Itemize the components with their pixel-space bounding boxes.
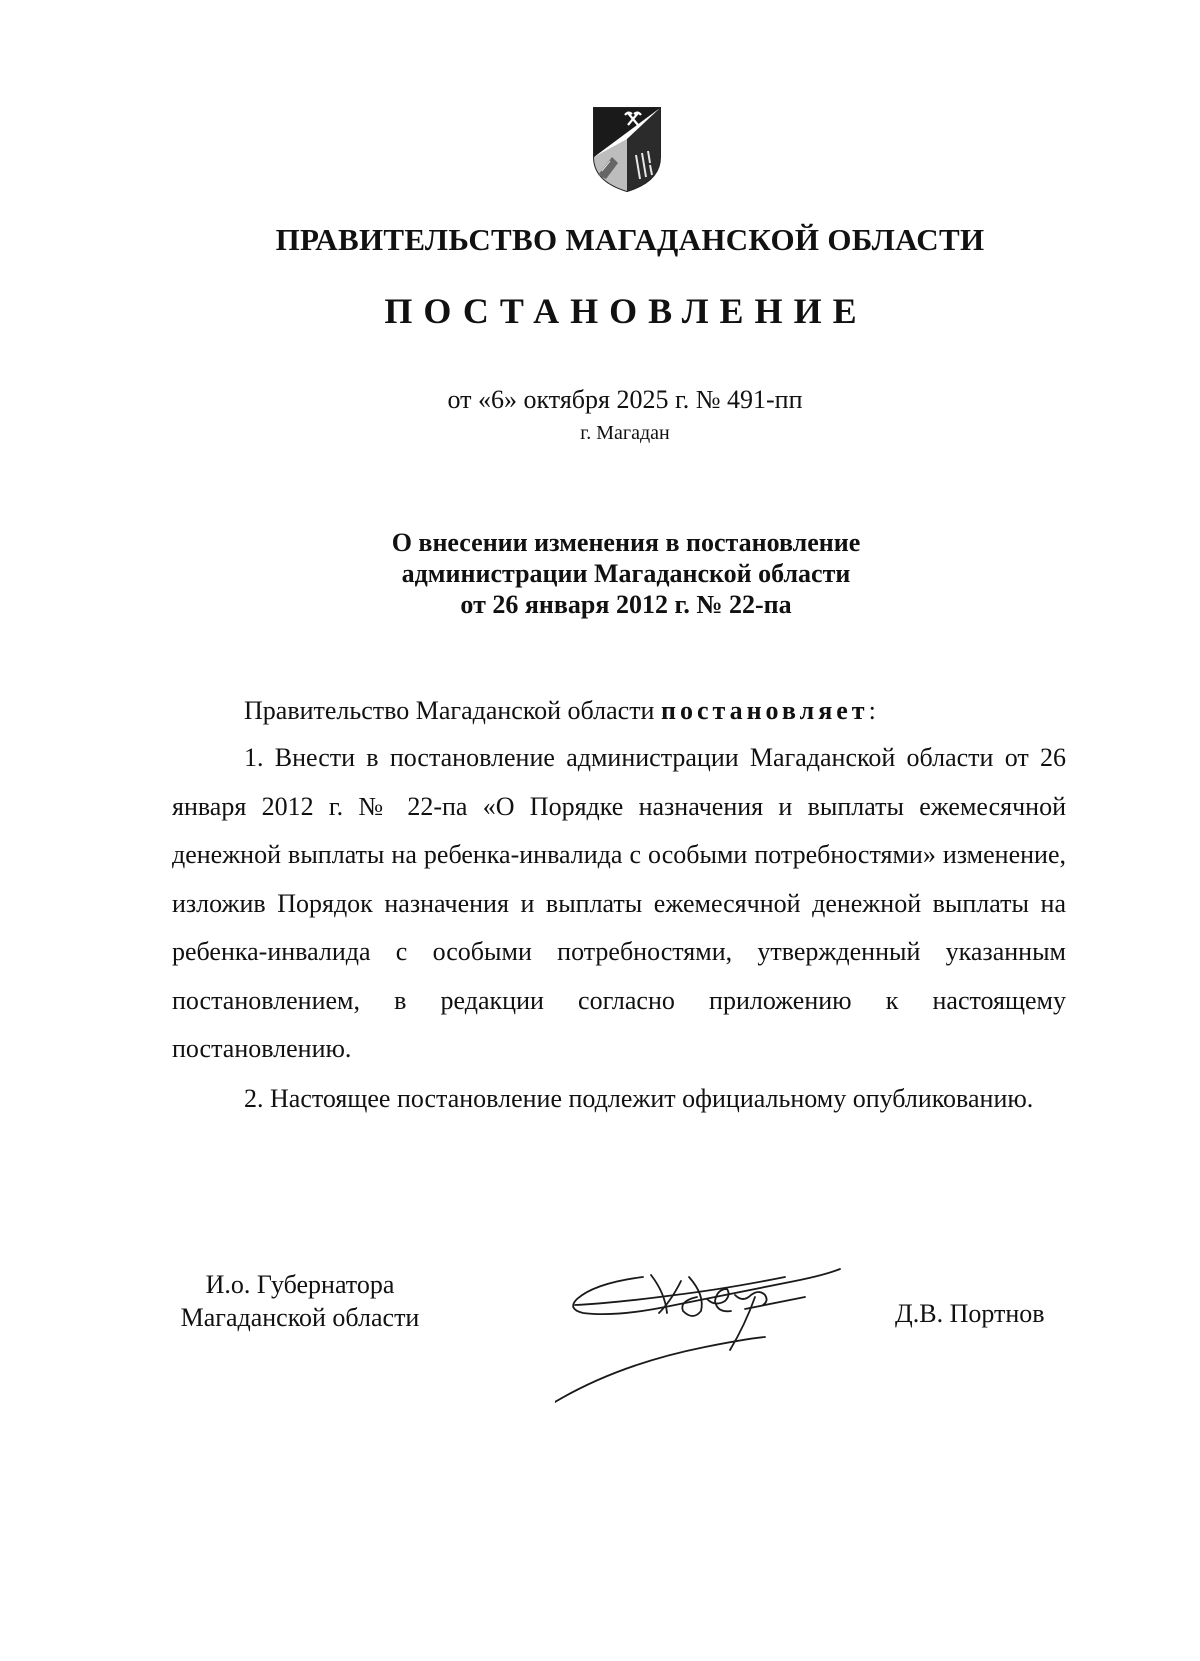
handwritten-signature-icon — [555, 1255, 845, 1415]
subject-line: от 26 января 2012 г. № 22-па — [460, 590, 792, 619]
subject-line: администрации Магаданской области — [401, 559, 851, 588]
preamble-suffix: : — [868, 696, 876, 725]
magadan-region-coat-of-arms-icon — [588, 105, 666, 193]
document-body — [172, 688, 1066, 1123]
document-subject — [0, 527, 1200, 620]
signatory-title — [150, 1268, 450, 1334]
document-type: ПОСТАНОВЛЕНИЕ — [384, 291, 868, 331]
preamble-prefix: Правительство Магаданской области — [244, 696, 661, 725]
preamble — [172, 688, 1066, 734]
signatory-name: Д.В. Портнов — [895, 1299, 1045, 1328]
preamble-decree-word: постановляет — [660, 696, 869, 725]
signatory-title-line: Магаданской области — [180, 1303, 420, 1332]
paragraph-1: 1. Внести в постановление администрации Магаданской области от 26 января 2012 г. № 22-па «О Порядке назначения и выплаты ежемесячной денежной выплаты на ребенка-инвалида с особыми потребностями» изменение, изложив Порядок назначения и выплаты ежемесячной денежной выплаты на ребенка-инвалида с особыми потребностями, утвержденный указанным постановлением, в редакции согласно приложению к настоящему постановлению. — [172, 743, 1066, 1063]
emblem-year-text: 1731 — [588, 105, 590, 106]
document-date-number: от «6» октября 2025 г. № 491-пп — [447, 385, 803, 414]
paragraph-2: 2. Настоящее постановление подлежит официальному опубликованию. — [244, 1083, 1034, 1113]
signatory-title-line: И.о. Губернатора — [205, 1270, 395, 1299]
document-city: г. Магадан — [580, 422, 670, 444]
subject-line: О внесении изменения в постановление — [391, 528, 861, 557]
organization-name: ПРАВИТЕЛЬСТВО МАГАДАНСКОЙ ОБЛАСТИ — [275, 222, 985, 257]
